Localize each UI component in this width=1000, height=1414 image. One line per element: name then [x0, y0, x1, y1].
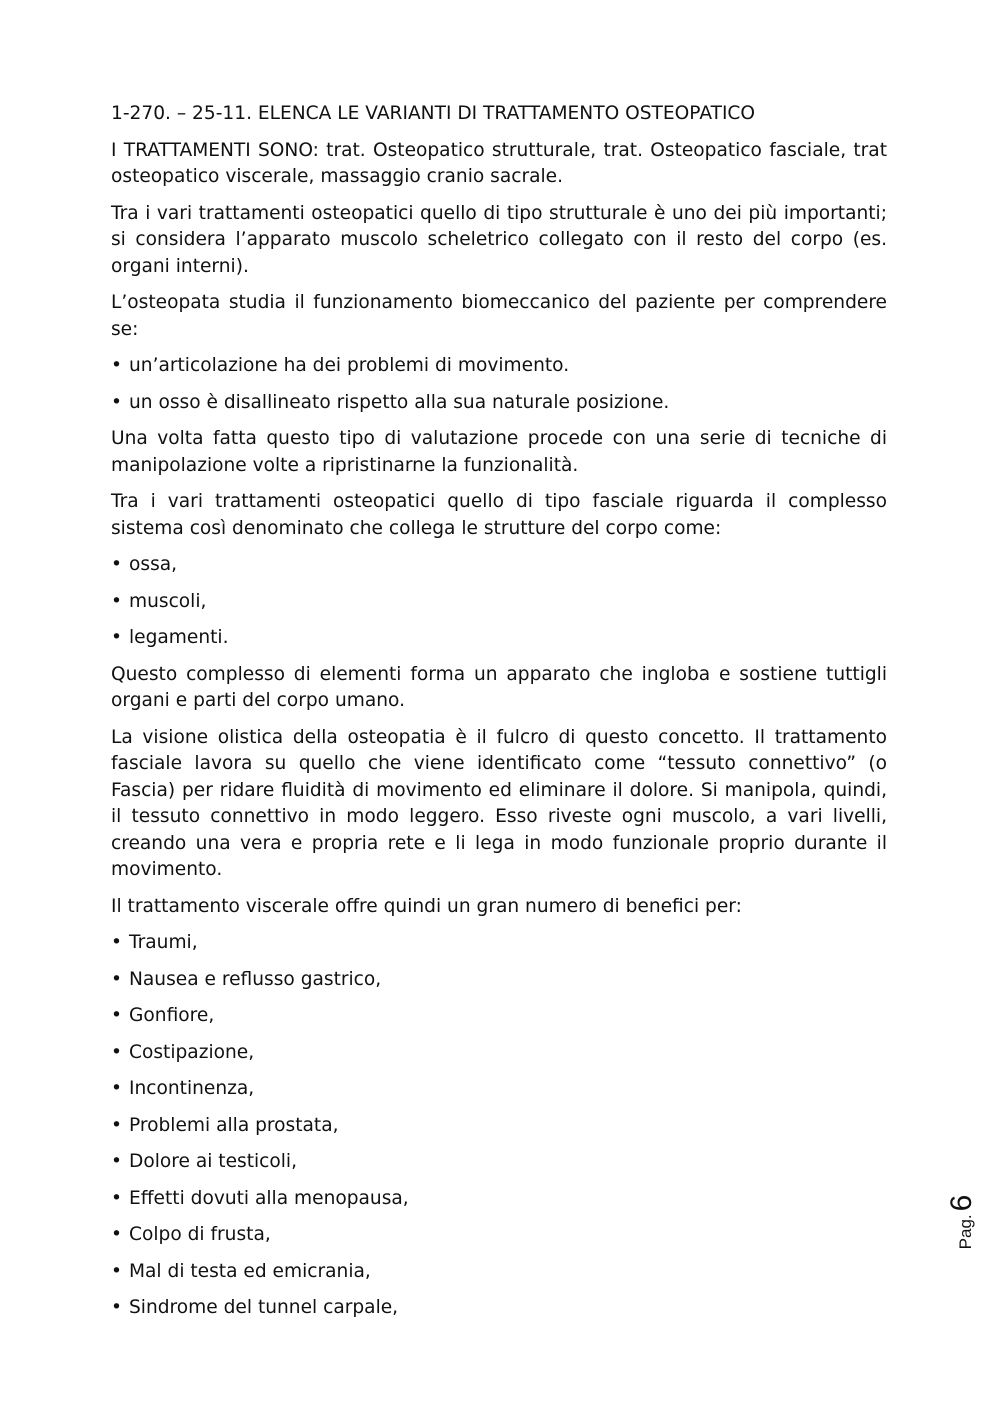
bullet-icon: • [111, 932, 122, 953]
list-item [111, 1186, 887, 1213]
list-movement-problems [111, 353, 887, 416]
list-item [111, 353, 887, 380]
list-item [111, 1149, 887, 1176]
list-item-text: Gonfiore, [129, 1005, 215, 1026]
list-item [111, 930, 887, 957]
page-number-label: Pag. [956, 1214, 975, 1250]
bullet-icon: • [111, 1078, 122, 1099]
bullet-icon: • [111, 1151, 122, 1172]
list-item-text: Costipazione, [129, 1041, 255, 1063]
list-item [111, 589, 887, 616]
bullet-icon: • [111, 391, 122, 413]
paragraph-evaluation: Una volta fatta questo tipo di valutazione procede con una serie di tecniche di manipolazione volte a ripristinarne la funzionalità. [111, 428, 887, 476]
paragraph-holistic: La visione olistica della osteopatia è il fulcro di questo concetto. Il trattamento fasciale lavora su quello che viene identificato come “tessuto connettivo” (o Fascia) per ridare fluidità di movimento ed eliminare il dolore. Si manipola, quindi, il tessuto connettivo in modo leggero. Esso riveste ogni muscolo, a vari livelli, creando una vera e propria rete e li lega in modo funzionale proprio durante il movimento. [111, 726, 887, 880]
page-number [905, 1186, 977, 1258]
bullet-icon: • [111, 1297, 122, 1318]
list-item [111, 1113, 887, 1140]
bullet-icon: • [111, 1187, 122, 1209]
list-item-text: Dolore ai testicoli, [129, 1151, 298, 1172]
list-item [111, 625, 887, 652]
bullet-icon: • [111, 554, 122, 575]
list-item [111, 967, 887, 994]
list-item-text: muscoli, [129, 590, 207, 612]
list-item-text: Traumi, [129, 932, 198, 953]
bullet-icon: • [111, 1224, 122, 1245]
list-item [111, 1076, 887, 1103]
paragraph-visceral: Il trattamento viscerale offre quindi un gran numero di benefici per: [111, 895, 742, 917]
list-item [111, 1222, 887, 1249]
bullet-icon: • [111, 627, 122, 648]
list-item [111, 1295, 887, 1322]
list-item-text: Effetti dovuti alla menopausa, [129, 1187, 409, 1209]
list-item-text: un osso è disallineato rispetto alla sua naturale posizione. [129, 391, 670, 413]
list-item [111, 1040, 887, 1067]
list-item [111, 1259, 887, 1286]
paragraph-treatments: I TRATTAMENTI SONO: trat. Osteopatico strutturale, trat. Osteopatico fasciale, trat osteopatico viscerale, massaggio cranio sacrale. [111, 139, 887, 187]
list-item [111, 390, 887, 417]
list-body-structures [111, 552, 887, 652]
list-item-text: Nausea e reflusso gastrico, [129, 968, 382, 990]
list-item-text: legamenti. [129, 627, 229, 648]
bullet-icon: • [111, 1260, 122, 1282]
section-heading: 1-270. – 25-11. ELENCA LE VARIANTI DI TRATTAMENTO OSTEOPATICO [111, 103, 756, 124]
bullet-icon: • [111, 1114, 122, 1136]
paragraph-structural: Tra i vari trattamenti osteopatici quello di tipo strutturale è uno dei più importanti; si considera l’apparato muscolo scheletrico collegato con il resto del corpo (es. organi interni). [111, 202, 887, 277]
document-page [111, 101, 887, 1332]
paragraph-fascial: Tra i vari trattamenti osteopatici quello di tipo fasciale riguarda il complesso sistema così denominato che collega le strutture del corpo come: [111, 491, 887, 539]
bullet-icon: • [111, 355, 122, 376]
bullet-icon: • [111, 590, 122, 612]
paragraph-osteopath-study: L’osteopata studia il funzionamento biomeccanico del paziente per comprendere se: [111, 292, 887, 340]
bullet-icon: • [111, 968, 122, 990]
list-item-text: Colpo di frusta, [129, 1224, 271, 1245]
list-benefits [111, 930, 887, 1322]
list-item-text: Problemi alla prostata, [129, 1114, 339, 1136]
list-item [111, 1003, 887, 1030]
page-number-value: 6 [945, 1194, 978, 1212]
bullet-icon: • [111, 1005, 122, 1026]
list-item-text: Mal di testa ed emicrania, [129, 1260, 371, 1282]
list-item-text: Sindrome del tunnel carpale, [129, 1297, 399, 1318]
list-item-text: Incontinenza, [129, 1078, 255, 1099]
list-item-text: un’articolazione ha dei problemi di movimento. [129, 355, 570, 376]
list-item-text: ossa, [129, 554, 178, 575]
paragraph-complex: Questo complesso di elementi forma un apparato che ingloba e sostiene tuttigli organi e parti del corpo umano. [111, 663, 887, 711]
list-item [111, 552, 887, 579]
bullet-icon: • [111, 1041, 122, 1063]
